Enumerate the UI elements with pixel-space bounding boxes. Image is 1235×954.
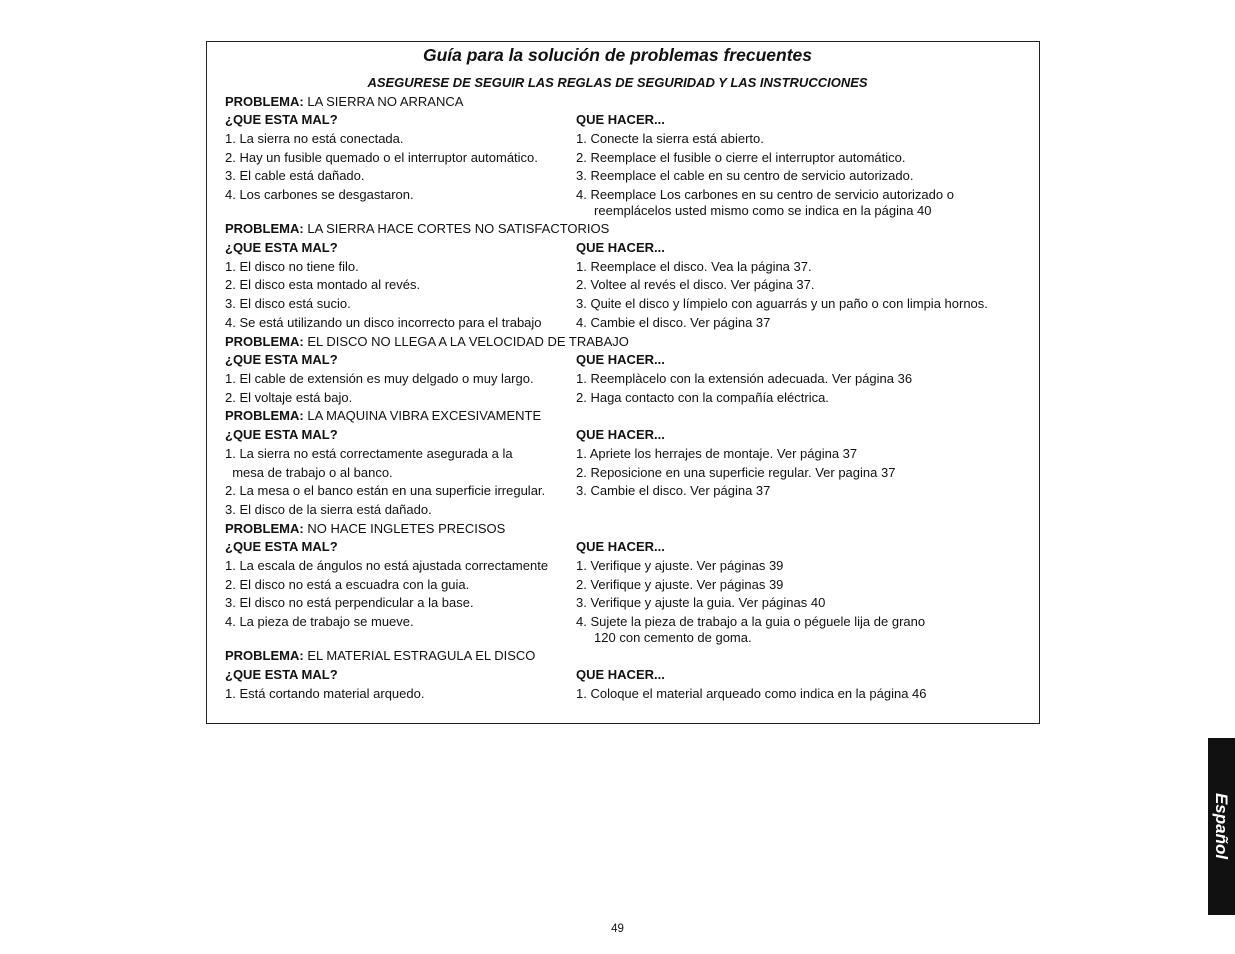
cause-item: 1. La escala de ángulos no está ajustada correctamente [225,558,549,573]
fixes-header: QUE HACER... [576,667,665,682]
fix-item: 2. Haga contacto con la compañía eléctrica. [576,390,829,405]
page-title: Guía para la solución de problemas frecuentes [422,45,812,65]
fix-item: 3. Quite el disco y límpielo con aguarrás y un paño o con limpia hornos. [576,296,988,311]
causes-header: ¿QUE ESTA MAL? [225,112,338,127]
fix-item-continued: reemplácelos usted mismo como se indica en la página 40 [576,203,932,218]
cause-item: 3. El disco de la sierra está dañado. [225,502,432,517]
problem-heading: PROBLEMA: LA MAQUINA VIBRA EXCESIVAMENTE [225,408,542,423]
fixes-header: QUE HACER... [576,240,665,255]
cause-item: 3. El cable está dañado. [225,168,365,183]
cause-item: 4. Los carbones se desgastaron. [225,187,414,202]
fix-item: 3. Cambie el disco. Ver página 37 [576,483,771,498]
cause-item: 2. El disco no está a escuadra con la guia. [225,577,470,592]
cause-item: 1. El cable de extensión es muy delgado o muy largo. [225,371,534,386]
fixes-header: QUE HACER... [576,427,665,442]
causes-header: ¿QUE ESTA MAL? [225,667,338,682]
fix-item: 1. Conecte la sierra está abierto. [576,131,764,146]
problem-heading: PROBLEMA: EL DISCO NO LLEGA A LA VELOCIDAD DE TRABAJO [225,334,629,349]
fix-item: 4. Reemplace Los carbones en su centro de servicio autorizado o [576,187,954,202]
fix-item: 4. Sujete la pieza de trabajo a la guia o péguele lija de grano [576,614,926,629]
fix-item: 3. Verifique y ajuste la guia. Ver páginas 40 [576,595,826,610]
fix-item: 2. Reemplace el fusible o cierre el interruptor automático. [576,150,906,165]
fix-item: 1. Coloque el material arqueado como indica en la página 46 [576,686,927,701]
cause-item: 3. El disco está sucio. [225,296,351,311]
language-tab-label: Español [1212,792,1231,860]
fix-item: 2. Voltee al revés el disco. Ver página 37. [576,277,815,292]
cause-item: 3. El disco no está perpendicular a la base. [225,595,474,610]
fix-item: 3. Reemplace el cable en su centro de servicio autorizado. [576,168,914,183]
cause-item: 1. La sierra no está conectada. [225,131,404,146]
page-number: 49 [611,923,624,935]
fix-item: 1. Verifique y ajuste. Ver páginas 39 [576,558,784,573]
cause-item-continued: mesa de trabajo o al banco. [225,465,393,480]
cause-item: 2. El disco esta montado al revés. [225,277,421,292]
causes-header: ¿QUE ESTA MAL? [225,539,338,554]
cause-item: 4. La pieza de trabajo se mueve. [225,614,414,629]
causes-header: ¿QUE ESTA MAL? [225,240,338,255]
fix-item: 1. Apriete los herrajes de montaje. Ver página 37 [576,446,858,461]
causes-header: ¿QUE ESTA MAL? [225,352,338,367]
fix-item: 4. Cambie el disco. Ver página 37 [576,315,771,330]
fixes-header: QUE HACER... [576,539,665,554]
fixes-header: QUE HACER... [576,352,665,367]
problem-heading: PROBLEMA: LA SIERRA NO ARRANCA [225,94,464,109]
cause-item: 4. Se está utilizando un disco incorrecto para el trabajo [225,315,542,330]
causes-header: ¿QUE ESTA MAL? [225,427,338,442]
fixes-header: QUE HACER... [576,112,665,127]
cause-item: 2. La mesa o el banco están en una superficie irregular. [225,483,546,498]
fix-item: 2. Verifique y ajuste. Ver páginas 39 [576,577,784,592]
fix-item: 2. Reposicione en una superficie regular. Ver pagina 37 [576,465,896,480]
fix-item: 1. Reemplàcelo con la extensión adecuada. Ver página 36 [576,371,913,386]
problem-heading: PROBLEMA: LA SIERRA HACE CORTES NO SATISFACTORIOS [225,221,610,236]
fix-item: 1. Reemplace el disco. Vea la página 37. [576,259,812,274]
problem-heading: PROBLEMA: EL MATERIAL ESTRAGULA EL DISCO [225,648,536,663]
fix-item-continued: 120 con cemento de goma. [576,630,752,645]
cause-item: 1. Está cortando material arquedo. [225,686,425,701]
problem-heading: PROBLEMA: NO HACE INGLETES PRECISOS [225,521,506,536]
safety-subtitle: ASEGURESE DE SEGUIR LAS REGLAS DE SEGURIDAD Y LAS INSTRUCCIONES [367,75,868,90]
cause-item: 1. El disco no tiene filo. [225,259,359,274]
cause-item: 2. El voltaje está bajo. [225,390,353,405]
cause-item: 2. Hay un fusible quemado o el interruptor automático. [225,150,538,165]
cause-item: 1. La sierra no está correctamente asegurada a la [225,446,513,461]
